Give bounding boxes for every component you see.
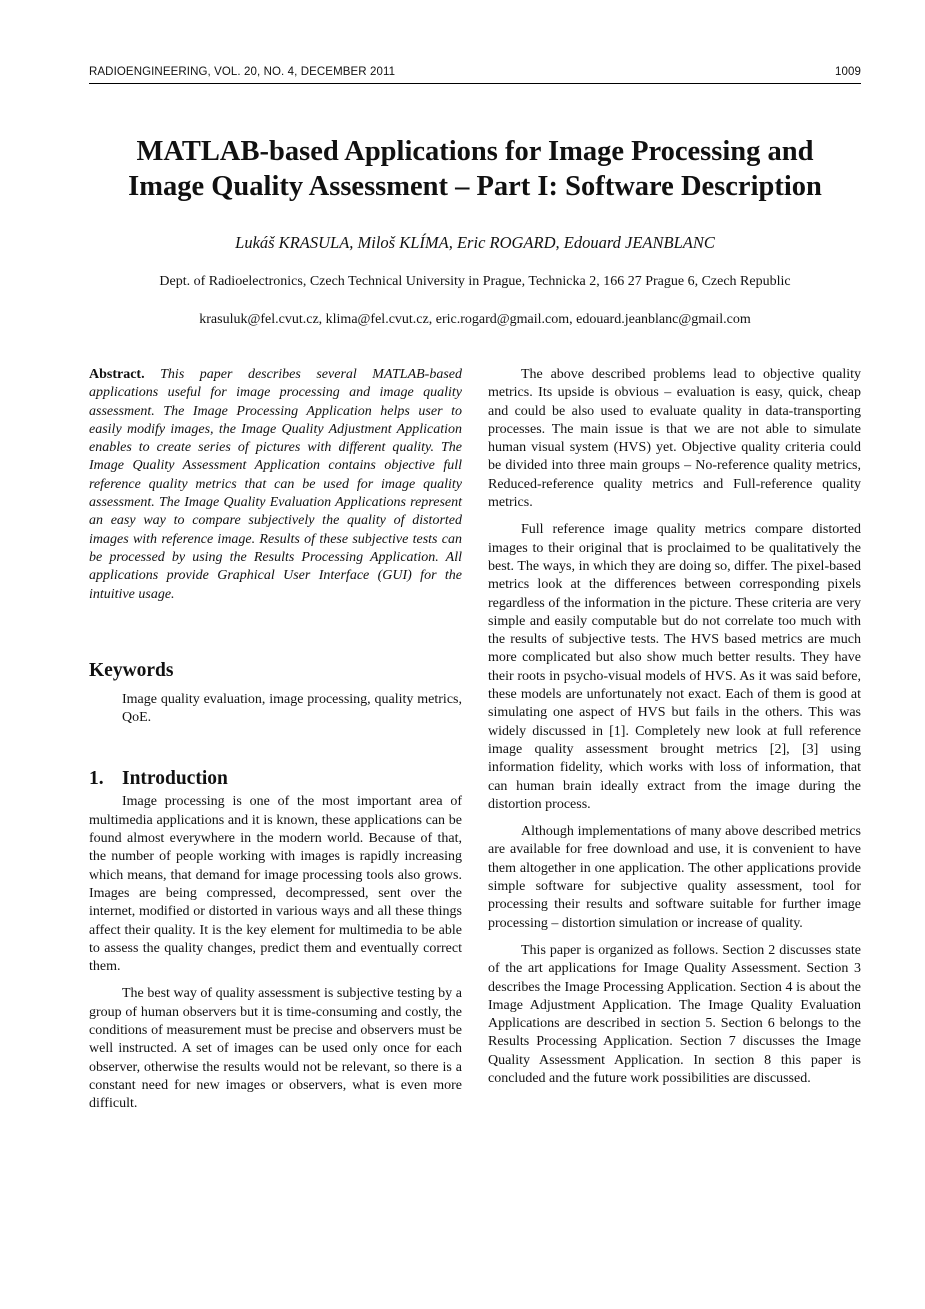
title-line-1: MATLAB-based Applications for Image Processing and [136,136,814,167]
title-line-2: Image Quality Assessment – Part I: Software Description [128,171,822,202]
journal-reference: RADIOENGINEERING, VOL. 20, NO. 4, DECEMBER 2011 [89,66,396,78]
author-list: Lukáš KRASULA, Miloš KLÍMA, Eric ROGARD, Edouard JEANBLANC [235,233,715,252]
body-paragraph-objective-metrics: The above described problems lead to objective quality metrics. Its upside is obvious – evaluation is easy, quick, cheap and could be also used to evaluate quality in data-transporting processes. The main issue is that we are not able to simulate human visual system (HVS) yet. Objective quality criteria could be divided into three main groups – No-reference quality metrics, Reduced-reference quality metrics and Full-reference quality metrics. [488,367,861,511]
body-paragraph-full-reference: Full reference image quality metrics compare distorted images to their original that is proclaimed to be qualitatively the best. The ways, in which they are doing so, differ. The pixel-based metrics look at the differences between corresponding pixels regardless of the information in the picture. These criteria are very simple and easily computable but do not correlate too much with the results of subjective tests. The HVS based metrics are much more complicated but also show much better results. They have their roots in psycho-visual models of HVS. As it was said before, these models are unfortunately not exact. Each of them is good at simulating one aspect of HVS but fails in the others. This was widely discussed in [1]. Completely new look at full reference image quality assessment brought metrics [2], [3] using information fidelity, which works with loss of information, that can human brain ideally extract from the image during the distortion process. [488,522,861,812]
keywords-heading: Keywords [89,659,174,681]
keywords-text: Image quality evaluation, image processing, quality metrics, QoE. [122,691,462,726]
affiliation: Dept. of Radioelectronics, Czech Technical University in Prague, Technicka 2, 166 27 Prague 6, Czech Republic [159,274,791,289]
paper-title [60,134,890,204]
body-paragraph-organization: This paper is organized as follows. Section 2 discusses state of the art applications for Image Quality Assessment. Section 3 describes the Image Processing Application. Section 4 is about the Image Adjustment Application. The Image Quality Evaluation Applications are described in section 5. Section 6 belongs to the Results Processing Application. Section 7 discusses the Image Quality Assessment Application. In section 8 this paper is concluded and the future work possibilities are discussed. [488,942,861,1086]
abstract-label: Abstract. [89,367,145,382]
section-number: 1. [89,768,104,790]
running-header [89,63,861,84]
section-title: Introduction [122,768,228,790]
email-list: krasuluk@fel.cvut.cz, klima@fel.cvut.cz, eric.rogard@gmail.com, edouard.jeanblanc@gmail.com [199,312,751,327]
abstract [89,366,462,604]
body-paragraph-implementations: Although implementations of many above described metrics are available for free download and use, it is convenient to have them altogether in one application. The other applications provide simple software for subjective quality assessment, tool for processing their results and software suitable for further image processing – distortion simulation or increase of quality. [488,824,861,931]
left-column [89,366,462,1114]
introduction-heading [89,767,462,791]
abstract-text: This paper describes several MATLAB-based applications useful for image processing and image quality assessment. The Image Processing Application helps user to easily modify images, the Image Quality Adjustment Application enables to create series of pictures with different quality. The Image Quality Assessment Application contains objective full reference quality metrics that can be used for image quality assessment. The Image Quality Evaluation Applications represent an easy way to compare subjectively the quality of distorted images with reference image. Results of these subjective tests can be processed by using the Results Processing Application. All applications provide Graphical User Interface (GUI) for the intuitive usage. [89,367,462,602]
intro-paragraph-1: Image processing is one of the most important area of multimedia applications and it is known, these applications can be found almost everywhere in the modern world. Because of that, the number of people working with images is rapidly increasing which means, that demand for image processing tools also grows. Images are being compressed, decompressed, sent over the internet, modified or distorted in various ways and all these things affect their quality. It is the key element for multimedia to be able to assess the quality changes, predict them and eventually correct them. [89,794,462,975]
page-number: 1009 [835,66,861,78]
right-column [488,366,861,1088]
intro-paragraph-2: The best way of quality assessment is subjective testing by a group of human observers but it is time-consuming and costly, the conditions of measurement must be precise and observers must be well instructed. A set of images can be used only once for each observer, otherwise the results would not be relevant, so there is a constant need for new images or observers, what is even more difficult. [89,986,462,1112]
